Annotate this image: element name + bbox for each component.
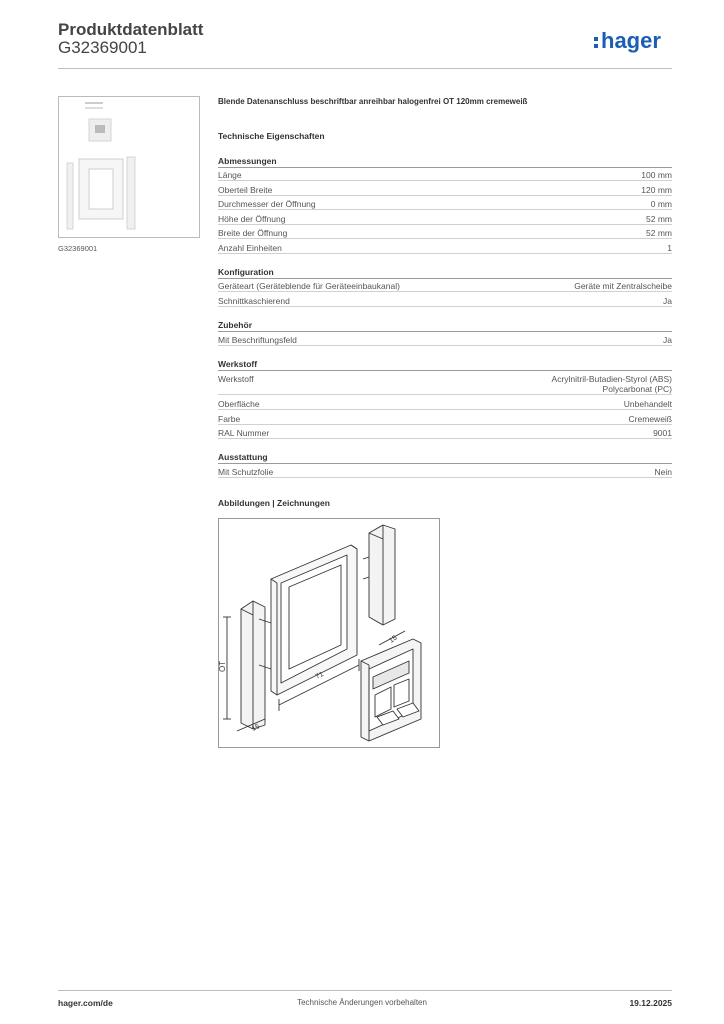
svg-text:hager: hager xyxy=(601,28,661,53)
property-value: 120 mm xyxy=(641,185,672,195)
property-label: Höhe der Öffnung xyxy=(218,214,286,224)
property-label: Anzahl Einheiten xyxy=(218,243,282,253)
group-title-abmessungen: Abmessungen xyxy=(218,156,672,168)
property-row xyxy=(218,399,672,410)
svg-text:OT: OT xyxy=(218,660,227,672)
property-value: 100 mm xyxy=(641,170,672,180)
property-value: 9001 xyxy=(653,428,672,438)
property-label: Schnittkaschierend xyxy=(218,296,290,306)
property-label: Breite der Öffnung xyxy=(218,228,288,238)
property-row xyxy=(218,185,672,196)
property-value: 0 mm xyxy=(650,199,672,209)
svg-text:15: 15 xyxy=(388,634,399,645)
hager-logo xyxy=(592,26,674,56)
footer-website-link[interactable]: hager.com/de xyxy=(58,998,113,1008)
svg-text:15: 15 xyxy=(250,723,261,733)
property-row xyxy=(218,281,672,292)
property-value: Geräte mit Zentralscheibe xyxy=(574,281,672,291)
property-value: Ja xyxy=(663,296,672,306)
property-value: Unbehandelt xyxy=(623,399,672,409)
product-thumbnail xyxy=(58,96,200,238)
group-title-werkstoff: Werkstoff xyxy=(218,359,672,371)
property-row xyxy=(218,374,672,395)
property-row xyxy=(218,296,672,307)
property-label: Oberfläche xyxy=(218,399,260,409)
thumbnail-caption: G32369001 xyxy=(58,244,98,253)
article-number: G32369001 xyxy=(58,38,147,57)
property-label: Werkstoff xyxy=(218,374,254,384)
property-row xyxy=(218,335,672,346)
property-row xyxy=(218,228,672,239)
property-label: Geräteart (Geräteblende für Geräteeinbaukanal) xyxy=(218,281,400,291)
property-row xyxy=(218,243,672,254)
property-label: RAL Nummer xyxy=(218,428,270,438)
property-label: Mit Schutzfolie xyxy=(218,467,274,477)
property-label: Länge xyxy=(218,170,242,180)
footer-disclaimer: Technische Änderungen vorbehalten xyxy=(297,998,427,1007)
header-divider xyxy=(58,68,672,69)
page-title: Produktdatenblatt xyxy=(58,20,204,39)
property-value: 52 mm xyxy=(646,214,672,224)
property-row xyxy=(218,467,672,478)
group-title-zubehoer: Zubehör xyxy=(218,320,672,332)
svg-text:71: 71 xyxy=(314,671,325,681)
property-label: Farbe xyxy=(218,414,241,424)
property-value: Ja xyxy=(663,335,672,345)
property-value: Cremeweiß xyxy=(628,414,672,424)
property-value: Nein xyxy=(654,467,672,477)
property-value: 1 xyxy=(667,243,672,253)
group-title-ausstattung: Ausstattung xyxy=(218,452,672,464)
group-title-konfiguration: Konfiguration xyxy=(218,267,672,279)
property-value-line: Polycarbonat (PC) xyxy=(602,384,672,394)
property-label: Oberteil Breite xyxy=(218,185,273,195)
product-description: Blende Datenanschluss beschriftbar anreihbar halogenfrei OT 120mm cremeweiß xyxy=(218,97,528,106)
property-label: Mit Beschriftungsfeld xyxy=(218,335,297,345)
property-value-line: Acrylnitril-Butadien-Styrol (ABS) xyxy=(551,374,672,384)
property-row xyxy=(218,414,672,425)
property-row xyxy=(218,199,672,210)
figures-heading: Abbildungen | Zeichnungen xyxy=(218,498,330,508)
technical-drawing xyxy=(218,518,440,748)
property-value xyxy=(552,374,672,394)
property-value: 52 mm xyxy=(646,228,672,238)
property-row xyxy=(218,170,672,181)
footer-divider xyxy=(58,990,672,991)
property-row xyxy=(218,214,672,225)
property-label: Durchmesser der Öffnung xyxy=(218,199,316,209)
footer-date: 19.12.2025 xyxy=(629,998,672,1008)
properties-heading: Technische Eigenschaften xyxy=(218,131,325,141)
property-row xyxy=(218,428,672,439)
